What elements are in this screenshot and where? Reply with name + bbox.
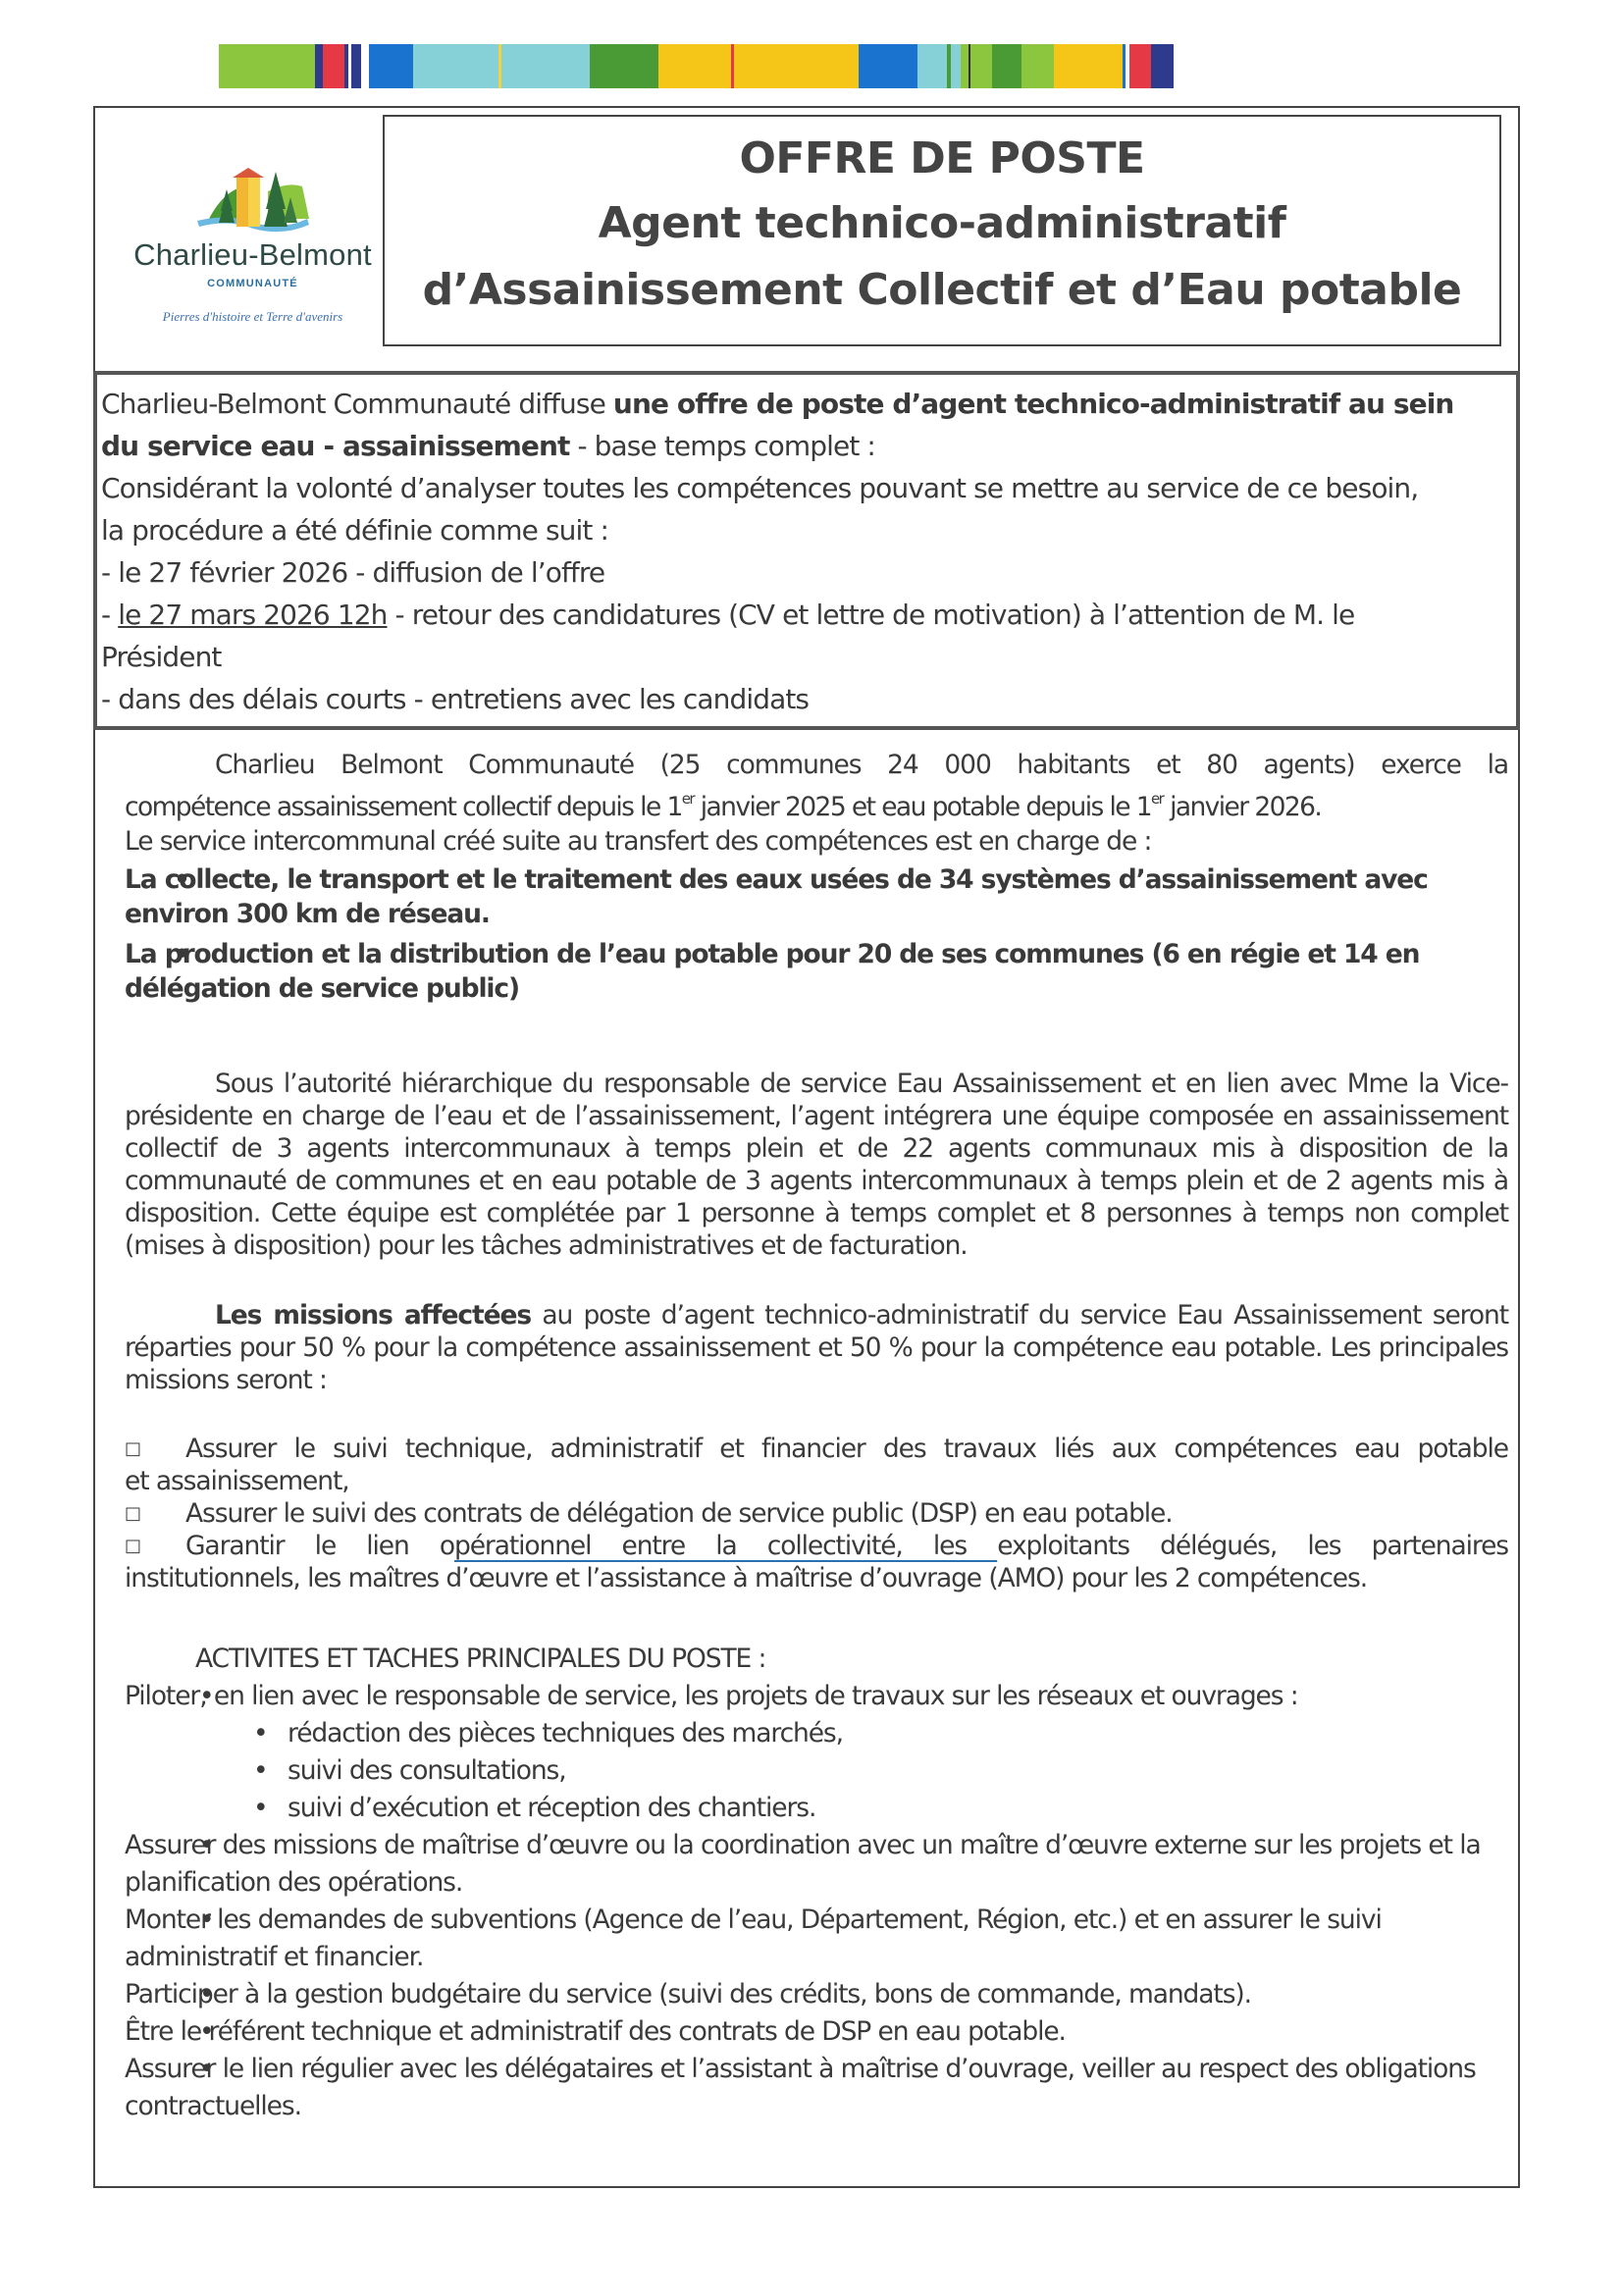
checkbox-square-icon: □ bbox=[125, 1536, 140, 1556]
competence-list bbox=[125, 862, 1508, 1006]
activity-subitem: • suivi d’exécution et réception des chantiers. bbox=[125, 1790, 1508, 1827]
color-bar-segment bbox=[992, 44, 1021, 88]
logo-landscape-icon bbox=[189, 162, 317, 235]
title-line-3: d’Assainissement Collectif et d’Eau potable bbox=[422, 265, 1462, 315]
intro-line-2: du service eau - assainissement - base temps complet : bbox=[101, 430, 875, 462]
color-bar-segment bbox=[970, 44, 992, 88]
activity-item: • Assurer le lien régulier avec les délégataires et l’assistant à maîtrise d’ouvrage, veiller au respect des obligations contractuelles. bbox=[125, 2051, 1508, 2125]
color-bar-segment bbox=[369, 44, 413, 88]
logo-brand-name: Charlieu-Belmont bbox=[133, 237, 372, 272]
color-bar-segment bbox=[658, 44, 731, 88]
color-bar-segment bbox=[961, 44, 969, 88]
activities-list bbox=[125, 1678, 1508, 2125]
competence-item: • La production et la distribution de l’eau potable pour 20 de ses communes (6 en régie et 14 en délégation de service public) bbox=[125, 937, 1508, 1006]
section-team bbox=[125, 1068, 1508, 1262]
intro-box bbox=[93, 371, 1520, 730]
activity-item: • Assurer des missions de maîtrise d’œuvre ou la coordination avec un maître d’œuvre externe sur les projets et la planification des opérations. bbox=[125, 1827, 1508, 1902]
mission-item: □ Garantir le lien opérationnel entre la collectivité, les exploitants délégués, les partenaires institutionnels, les maîtres d’œuvre et l’assistance à maîtrise d’ouvrage (AMO) pour les 2 compétences. bbox=[125, 1531, 1508, 1593]
decorative-color-bar bbox=[219, 44, 1403, 88]
mission-item: □ Assurer le suivi des contrats de délégation de service public (DSP) en eau potable. bbox=[125, 1498, 1173, 1529]
activity-item: • Piloter, en lien avec le responsable de service, les projets de travaux sur les réseaux et ouvrages : bbox=[125, 1678, 1508, 1715]
deadline-date: le 27 mars 2026 12h bbox=[118, 599, 388, 631]
missions-paragraph: Les missions affectées au poste d’agent technico-administratif du service Eau Assainissement seront réparties pour 50 % pour la compétence assainissement et 50 % pour la compétence eau potable. Les principales missions seront : bbox=[125, 1300, 1508, 1395]
procedure-step-2-cont: Président bbox=[101, 641, 222, 673]
intro-line-1: Charlieu-Belmont Communauté diffuse une offre de poste d’agent technico-administratif au sein bbox=[101, 388, 1454, 420]
color-bar-segment bbox=[219, 44, 315, 88]
title-box bbox=[383, 115, 1501, 346]
procedure-step-2: - le 27 mars 2026 12h - retour des candidatures (CV et lettre de motivation) à l’attention de M. le bbox=[101, 599, 1355, 631]
checkbox-square-icon: □ bbox=[125, 1503, 140, 1524]
procedure-step-1: - le 27 février 2026 - diffusion de l’offre bbox=[101, 556, 605, 589]
competence-item: • La collecte, le transport et le traitement des eaux usées de 34 systèmes d’assainissement avec environ 300 km de réseau. bbox=[125, 862, 1508, 931]
missions-list bbox=[125, 1433, 1508, 1594]
presentation-line-3: Le service intercommunal créé suite au transfert des compétences est en charge de : bbox=[125, 826, 1152, 857]
color-bar-segment bbox=[413, 44, 498, 88]
activities-heading: ACTIVITES ET TACHES PRINCIPALES DU POSTE : bbox=[195, 1644, 766, 1674]
section-missions bbox=[125, 1299, 1508, 1396]
organization-logo bbox=[118, 162, 388, 339]
title-line-1: OFFRE DE POSTE bbox=[739, 133, 1145, 183]
title-line-2: Agent technico-administratif bbox=[598, 198, 1286, 248]
color-bar-segment bbox=[361, 44, 369, 88]
color-bar-segment bbox=[1021, 44, 1054, 88]
team-paragraph: Sous l’autorité hiérarchique du responsable de service Eau Assainissement et en lien avec Mme la Vice-présidente en charge de l’eau et de l’assainissement, l’agent intégrera une équipe composée en assainissement collectif de 3 agents intercommunaux à temps plein et de 22 agents communaux mis à disposition de la communauté de communes et en eau potable de 3 agents intercommunaux à temps plein et de 2 agents mis à disposition. Cette équipe est complétée par 1 personne à temps complet et 8 personnes à temps non complet (mises à disposition) pour les tâches administratives et de facturation. bbox=[125, 1069, 1508, 1261]
color-bar-segment bbox=[951, 44, 961, 88]
color-bar-segment bbox=[917, 44, 947, 88]
checkbox-square-icon: □ bbox=[125, 1438, 140, 1459]
logo-subtitle: COMMUNAUTÉ bbox=[207, 278, 298, 289]
intro-line-3: Considérant la volonté d’analyser toutes les compétences pouvant se mettre au service de ce besoin, bbox=[101, 472, 1419, 504]
logo-tagline: Pierres d'histoire et Terre d'avenirs bbox=[162, 309, 343, 324]
activity-subitem: • suivi des consultations, bbox=[125, 1752, 1508, 1790]
procedure-step-3: - dans des délais courts - entretiens avec les candidats bbox=[101, 683, 810, 715]
activity-item: • Participer à la gestion budgétaire du service (suivi des crédits, bons de commande, mandats). bbox=[125, 1976, 1508, 2013]
color-bar-segment bbox=[1129, 44, 1151, 88]
color-bar-segment bbox=[501, 44, 590, 88]
section-presentation bbox=[125, 748, 1508, 1006]
color-bar-segment bbox=[315, 44, 323, 88]
presentation-line-1: Charlieu Belmont Communauté (25 communes 24 000 habitants et 80 agents) exerce la bbox=[215, 750, 1508, 780]
section-activities bbox=[125, 1641, 1508, 2125]
activity-item: • Être le référent technique et administratif des contrats de DSP en eau potable. bbox=[125, 2013, 1508, 2051]
presentation-line-2: compétence assainissement collectif depuis le 1er janvier 2025 et eau potable depuis le 1er janvier 2026. bbox=[125, 790, 1322, 822]
color-bar-segment bbox=[859, 44, 917, 88]
mission-item: □ Assurer le suivi technique, administratif et financier des travaux liés aux compétences eau potable et assainissement, bbox=[125, 1434, 1508, 1496]
color-bar-segment bbox=[1054, 44, 1123, 88]
intro-line-4: la procédure a été définie comme suit : bbox=[101, 514, 609, 547]
color-bar-segment bbox=[734, 44, 859, 88]
activity-item: • Monter les demandes de subventions (Agence de l’eau, Département, Région, etc.) et en assurer le suivi administratif et financier. bbox=[125, 1902, 1508, 1976]
color-bar-segment bbox=[590, 44, 658, 88]
color-bar-segment bbox=[323, 44, 344, 88]
spellcheck-underline: pérationnel entre la collectivité, les bbox=[453, 1531, 998, 1561]
color-bar-segment bbox=[351, 44, 361, 88]
activity-subitem: • rédaction des pièces techniques des marchés, bbox=[125, 1715, 1508, 1752]
color-bar-segment bbox=[1151, 44, 1174, 88]
